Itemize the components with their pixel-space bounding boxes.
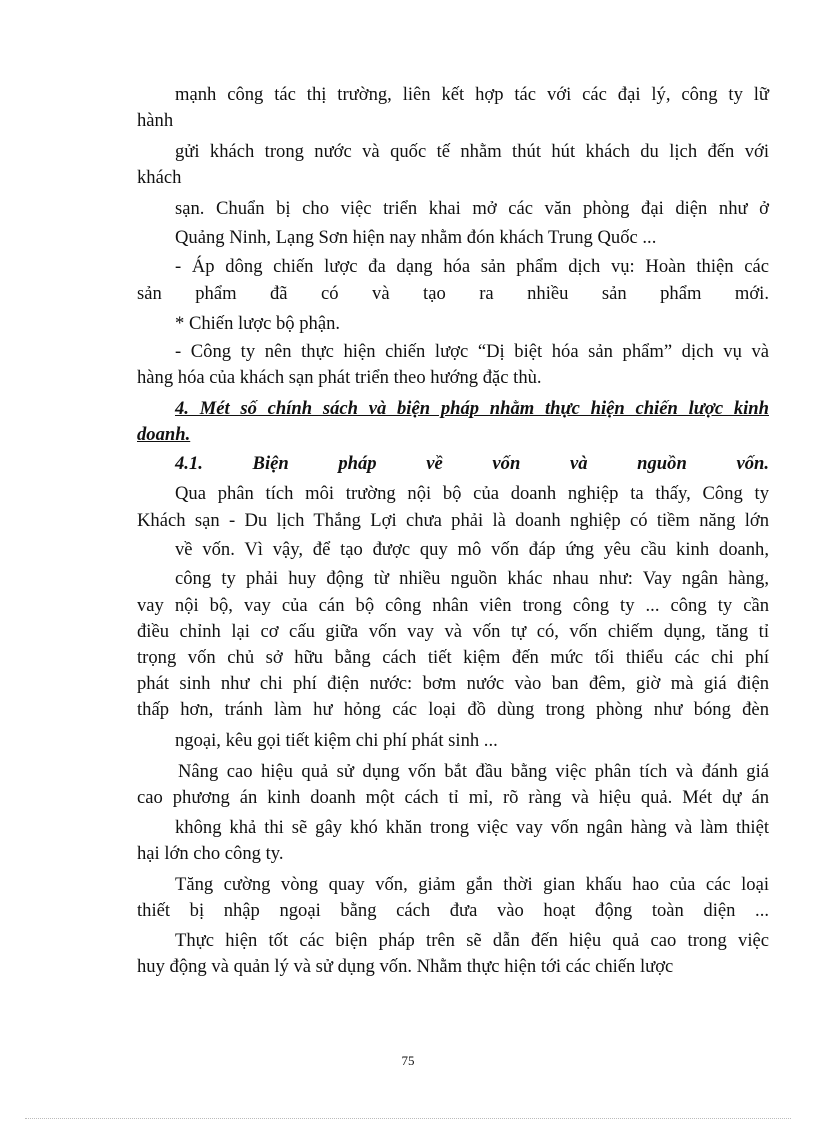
text-line: huy động và quản lý và sử dụng vốn. Nhằm thực hiện tới các chiến lược (137, 956, 674, 977)
text-line: Quảng Ninh, Lạng Sơn hiện nay nhằm đón khách Trung Quốc ... (175, 227, 657, 248)
text-line: thiết bị nhập ngoại bằng cách đưa vào hoạt động toàn diện ... (137, 900, 769, 921)
text-line: gửi khách trong nước và quốc tế nhằm thút hút khách du lịch đến với (175, 141, 769, 162)
text-line: điều chỉnh lại cơ cấu giữa vốn vay và vốn tự có, vốn chiếm dụng, tăng tỉ (137, 621, 769, 642)
text-line: Nâng cao hiệu quả sử dụng vốn bắt đầu bằng việc phân tích và đánh giá (178, 761, 769, 782)
text-line: sản phẩm đã có và tạo ra nhiều sản phẩm mới. (137, 283, 769, 304)
text-line: - Áp dông chiến lược đa dạng hóa sản phẩm dịch vụ: Hoàn thiện các (175, 256, 769, 277)
text-line: Tăng cường vòng quay vốn, giảm gắn thời gian khấu hao của các loại (175, 874, 769, 895)
text-line: cao phương án kinh doanh một cách tỉ mỉ, rõ ràng và hiệu quả. Mét dự án (137, 787, 769, 808)
text-line: mạnh công tác thị trường, liên kết hợp tác với các đại lý, công ty lữ (175, 84, 769, 105)
page-number: 75 (401, 1053, 415, 1068)
text-line: Qua phân tích môi trường nội bộ của doanh nghiệp ta thấy, Công ty (175, 483, 769, 504)
text-line: * Chiến lược bộ phận. (175, 313, 341, 334)
text-line: - Công ty nên thực hiện chiến lược “Dị biệt hóa sản phẩm” dịch vụ và (175, 341, 769, 362)
text-line: hành (137, 110, 174, 131)
text-line: Thực hiện tốt các biện pháp trên sẽ dẫn đến hiệu quả cao trong việc (175, 930, 769, 951)
text-line: không khả thi sẽ gây khó khăn trong việc vay vốn ngân hàng và làm thiệt (175, 817, 769, 838)
section-heading: doanh. (137, 424, 191, 445)
text-line: trọng vốn chủ sở hữu bằng cách tiết kiệm đến mức tối thiểu các chi phí (137, 647, 769, 668)
text-line: Khách sạn - Du lịch Thắng Lợi chưa phải là doanh nghiệp có tiềm năng lớn (137, 510, 769, 531)
text-line: vay nội bộ, vay của cán bộ công nhân viên trong công ty ... công ty cần (137, 595, 769, 616)
text-line: thấp hơn, tránh làm hư hỏng các loại đồ dùng trong phòng như bóng đèn (137, 699, 769, 720)
text-line: hại lớn cho công ty. (137, 843, 284, 864)
page-bottom-rule (25, 1118, 791, 1119)
text-line: hàng hóa của khách sạn phát triển theo hướng đặc thù. (137, 367, 542, 388)
text-line: khách (137, 167, 182, 188)
text-line: ngoại, kêu gọi tiết kiệm chi phí phát sinh ... (175, 730, 498, 751)
text-line: phát sinh như chi phí điện nước: bơm nước vào ban đêm, giờ mà giá điện (137, 673, 769, 694)
text-line: về vốn. Vì vậy, để tạo được quy mô vốn đáp ứng yêu cầu kinh doanh, (175, 539, 769, 560)
text-line: sạn. Chuẩn bị cho việc triển khai mở các văn phòng đại diện như ở (175, 198, 769, 219)
section-heading: 4. Mét số chính sách và biện pháp nhằm thực hiện chiến lược kinh (175, 398, 769, 419)
text-line: công ty phải huy động từ nhiều nguồn khác nhau như: Vay ngân hàng, (175, 568, 769, 589)
subsection-heading: 4.1. Biện pháp về vốn và nguồn vốn. (175, 453, 769, 474)
